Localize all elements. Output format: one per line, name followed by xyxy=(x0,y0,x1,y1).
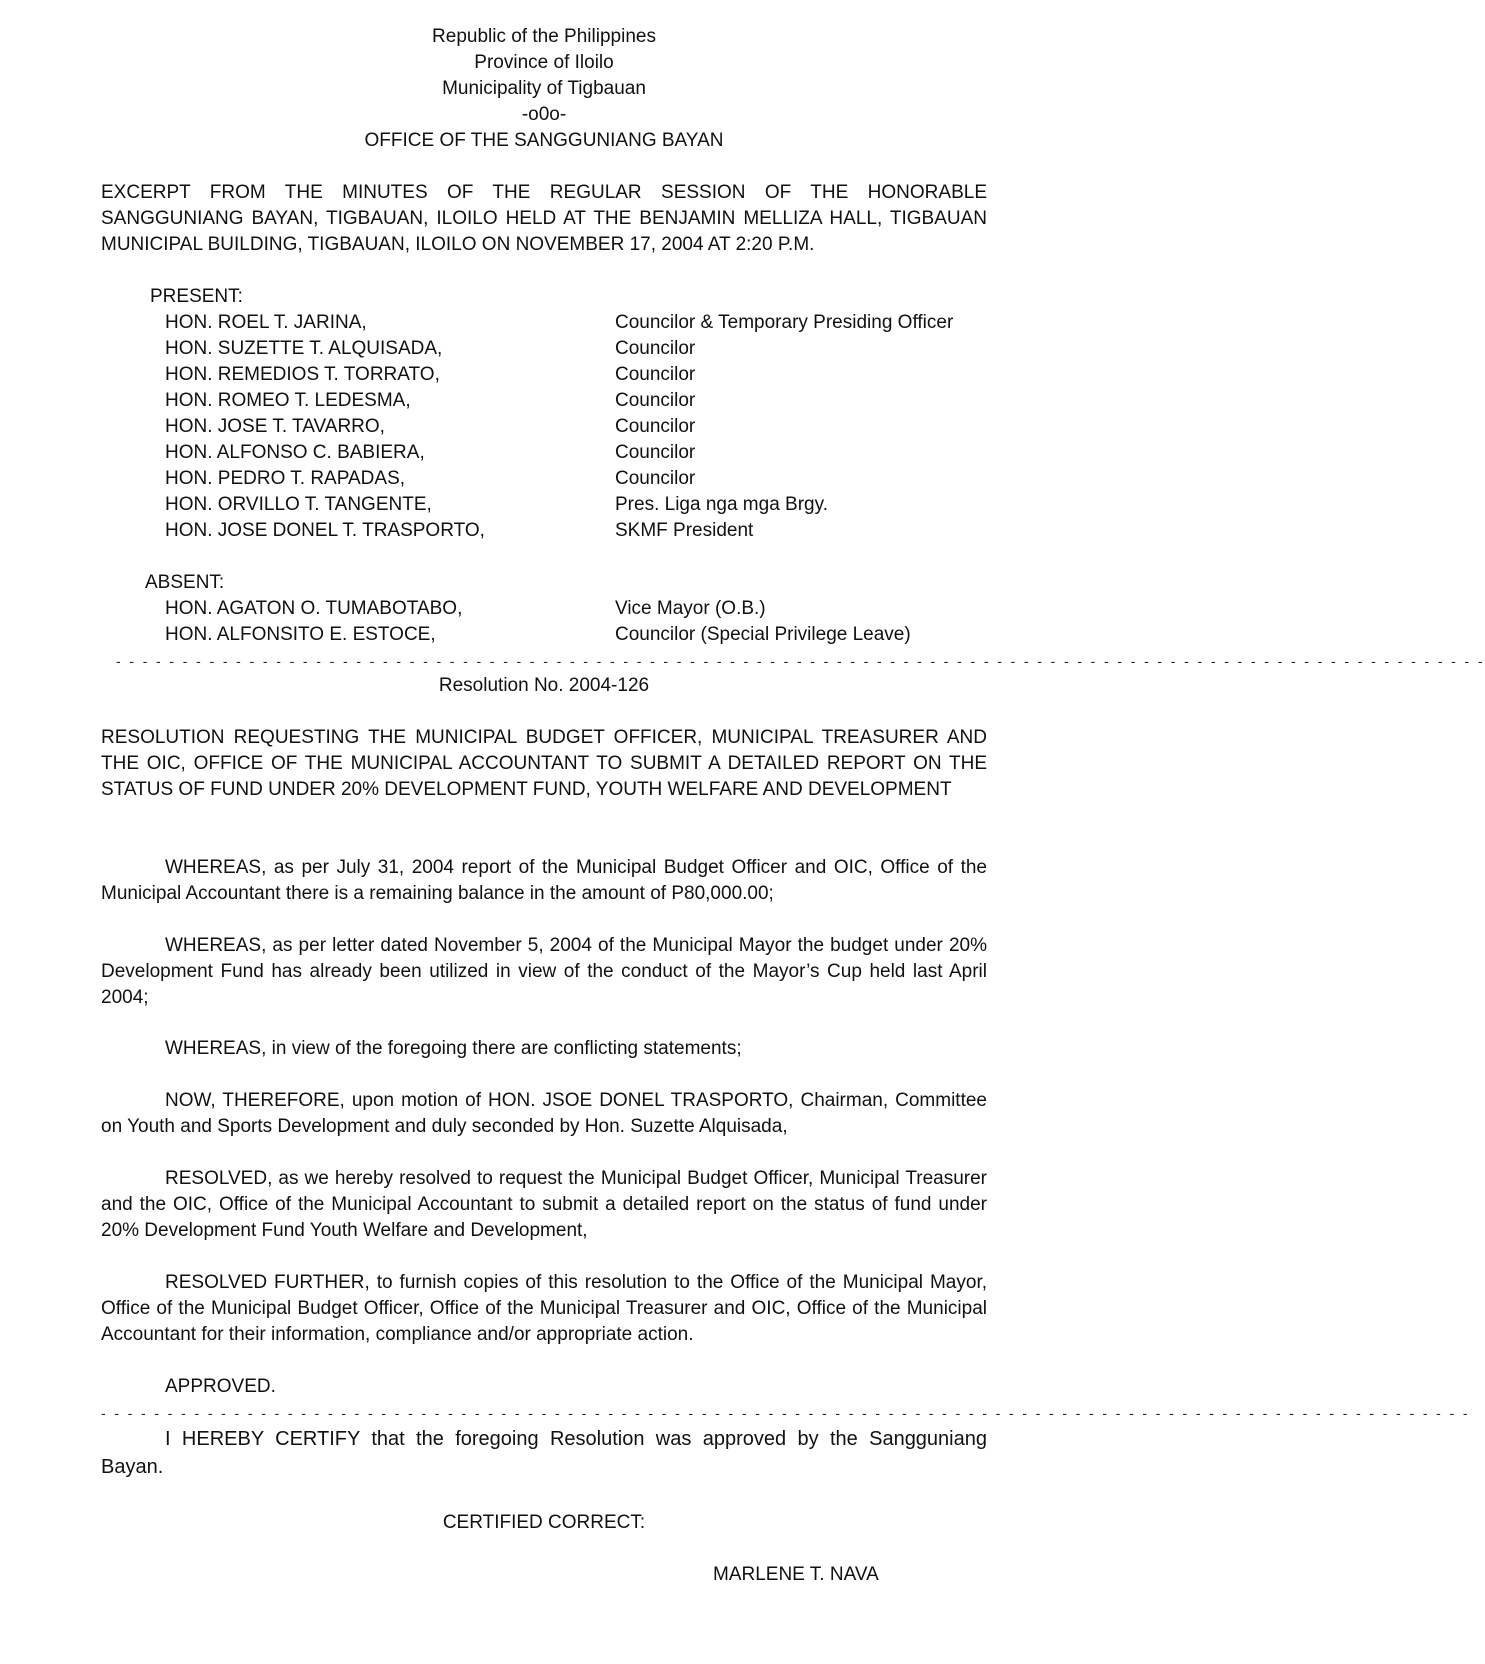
excerpt-heading: EXCERPT FROM THE MINUTES OF THE REGULAR SESSION OF THE HONORABLE SANGGUNIANG BAYAN, TIGBAUAN, ILOILO HELD AT THE BENJAMIN MELLIZA HALL, TIGBAUAN MUNICIPAL BUILDING, TIGBAUAN, ILOILO ON NOVEMBER 17, 2004 AT 2:20 P.M. xyxy=(101,182,987,255)
attendee-row xyxy=(0,362,1088,388)
present-label: PRESENT: xyxy=(150,286,243,307)
header-republic: Republic of the Philippines xyxy=(432,26,656,47)
attendee-role: Councilor xyxy=(615,390,696,411)
header-office: OFFICE OF THE SANGGUNIANG BAYAN xyxy=(364,130,724,151)
attendee-name: HON. JOSE T. TAVARRO, xyxy=(165,416,385,437)
attendee-role: Councilor & Temporary Presiding Officer xyxy=(615,312,954,333)
attendee-role: Councilor xyxy=(615,442,696,463)
approved-text: APPROVED. xyxy=(165,1376,276,1397)
attendee-row xyxy=(0,414,1088,440)
attendee-name: HON. PEDRO T. RAPADAS, xyxy=(165,468,406,489)
absentee-row xyxy=(0,596,1088,622)
absent-label: ABSENT: xyxy=(145,572,225,593)
attendee-role: Councilor xyxy=(615,416,696,437)
attendee-name: HON. ROEL T. JARINA, xyxy=(165,312,367,333)
resolution-number: Resolution No. 2004-126 xyxy=(438,675,650,696)
separator-line-2: - - - - - - - - - - - - - - - - - - - - - - - - - - - - - - - - - - - - - - - - - - - - - - - - - - - - - - - - - - - - - - - - - - - - - - - - - - - - - - - - - - - - - - - - - - - - - - - - - - - - - - - xyxy=(101,1405,1470,1421)
attendee-role: Councilor xyxy=(615,468,696,489)
certification-statement: I HEREBY CERTIFY that the foregoing Resolution was approved by the Sangguniang Bayan. xyxy=(101,1428,987,1478)
resolution-title: RESOLUTION REQUESTING THE MUNICIPAL BUDGET OFFICER, MUNICIPAL TREASURER AND THE OIC, OFFICE OF THE MUNICIPAL ACCOUNTANT TO SUBMIT A DETAILED REPORT ON THE STATUS OF FUND UNDER 20% DEVELOPMENT FUND, YOUTH WELFARE AND DEVELOPMENT xyxy=(101,727,987,800)
separator-line: - - - - - - - - - - - - - - - - - - - - - - - - - - - - - - - - - - - - - - - - - - - - - - - - - - - - - - - - - - - - - - - - - - - - - - - - - - - - - - - - - - - - - - - - - - - - - - - - - - - - - - - xyxy=(116,653,1485,669)
absentee-row xyxy=(0,622,1088,648)
whereas-paragraph-3: WHEREAS, in view of the foregoing there are conflicting statements; xyxy=(165,1038,742,1059)
attendee-row xyxy=(0,518,1088,544)
attendee-row xyxy=(0,388,1088,414)
now-therefore-paragraph: NOW, THEREFORE, upon motion of HON. JSOE DONEL TRASPORTO, Chairman, Committee on Youth and Sports Development and duly seconded by Hon. Suzette Alquisada, xyxy=(101,1090,987,1137)
attendee-row xyxy=(0,492,1088,518)
attendee-name: HON. SUZETTE T. ALQUISADA, xyxy=(165,338,443,359)
attendee-name: HON. ALFONSO C. BABIERA, xyxy=(165,442,425,463)
attendee-name: HON. ORVILLO T. TANGENTE, xyxy=(165,494,432,515)
letterhead xyxy=(0,24,1088,154)
attendee-role: Pres. Liga nga mga Brgy. xyxy=(615,494,828,515)
header-ornament: -o0o- xyxy=(521,104,567,125)
absentee-role: Vice Mayor (O.B.) xyxy=(615,598,766,619)
absentee-role: Councilor (Special Privilege Leave) xyxy=(615,624,911,645)
whereas-paragraph-1: WHEREAS, as per July 31, 2004 report of the Municipal Budget Officer and OIC, Office of the Municipal Accountant there is a remaining balance in the amount of P80,000.00; xyxy=(101,857,987,904)
absentee-name: HON. ALFONSITO E. ESTOCE, xyxy=(165,624,436,645)
attendee-name: HON. JOSE DONEL T. TRASPORTO, xyxy=(165,520,485,541)
signatory-name: MARLENE T. NAVA xyxy=(713,1564,879,1585)
whereas-paragraph-2: WHEREAS, as per letter dated November 5, 2004 of the Municipal Mayor the budget under 20% Development Fund has already been utilized in view of the conduct of the Mayor’s Cup held last April 2004; xyxy=(101,935,987,1008)
resolved-further-paragraph: RESOLVED FURTHER, to furnish copies of this resolution to the Office of the Municipal Mayor, Office of the Municipal Budget Officer, Office of the Municipal Treasurer and OIC, Office of the Municipal Accountant for their information, compliance and/or appropriate action. xyxy=(101,1272,987,1345)
attendee-name: HON. ROMEO T. LEDESMA, xyxy=(165,390,411,411)
certified-correct-label: CERTIFIED CORRECT: xyxy=(442,1512,646,1533)
attendee-name: HON. REMEDIOS T. TORRATO, xyxy=(165,364,440,385)
header-municipality: Municipality of Tigbauan xyxy=(442,78,646,99)
resolved-paragraph: RESOLVED, as we hereby resolved to request the Municipal Budget Officer, Municipal Treasurer and the OIC, Office of the Municipal Accountant to submit a detailed report on the status of fund under 20% Development Fund Youth Welfare and Development, xyxy=(101,1168,987,1241)
attendee-role: Councilor xyxy=(615,338,696,359)
header-province: Province of Iloilo xyxy=(474,52,614,73)
attendee-role: Councilor xyxy=(615,364,696,385)
attendee-row xyxy=(0,466,1088,492)
attendee-row xyxy=(0,440,1088,466)
attendee-row xyxy=(0,310,1088,336)
absentee-name: HON. AGATON O. TUMABOTABO, xyxy=(165,598,463,619)
attendee-row xyxy=(0,336,1088,362)
attendee-role: SKMF President xyxy=(615,520,754,541)
